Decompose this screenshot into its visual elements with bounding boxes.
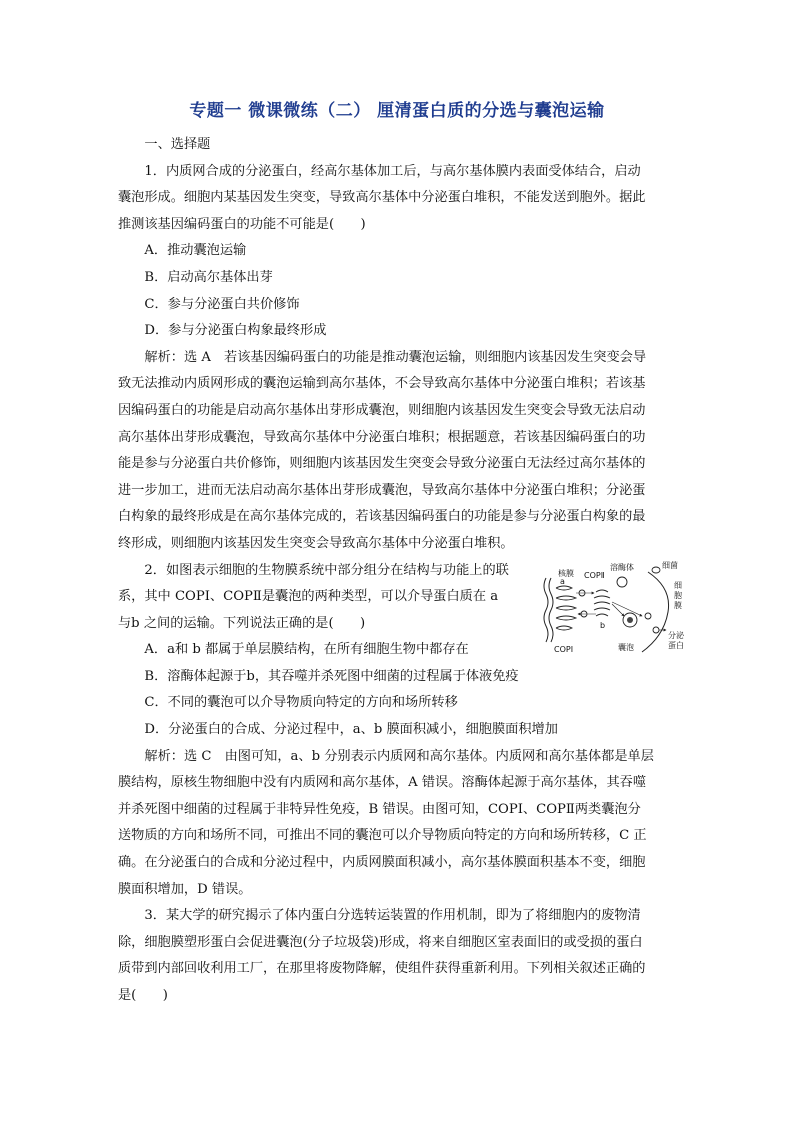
document-body [118,132,684,1010]
q1-option-d: D．参与分泌蛋白构象最终形成 [144,323,327,339]
q1-analysis-line: 致无法推动内质网形成的囊泡运输到高尔基体，不会导致高尔基体中分泌蛋白堆积；若该基 [118,376,646,392]
q3-stem-line: 质带到内部回收利用工厂，在那里将废物降解，使组件获得重新利用。下列相关叙述正确的 [118,961,646,977]
q1-option-c: C．参与分泌蛋白共价修饰 [144,296,300,312]
section-heading: 一、选择题 [144,137,211,152]
q2-analysis-line: 解析：选 C 由图可知，a、b 分别表示内质网和高尔基体。内质网和高尔基体都是单层 [144,748,654,764]
q2-stem-line: 与b 之间的运输。下列说法正确的是( ) [118,615,366,631]
q2-analysis-line: 并杀死图中细菌的过程属于非特异性免疫，B 错误。由图可知，COPⅠ、COPⅡ两类囊泡分 [118,801,641,817]
q1-analysis-line: 因编码蛋白的功能是启动高尔基体出芽形成囊泡，则细胞内该基因发生突变会导致无法启动 [118,402,646,418]
q1-option-a: A．推动囊泡运输 [144,243,247,259]
q2-option-d: D．分泌蛋白的合成、分泌过程中，a、b 膜面积减小，细胞膜面积增加 [144,722,558,738]
q1-analysis-line: 解析：选 A 若该基因编码蛋白的功能是推动囊泡运输，则细胞内该基因发生突变会导 [144,349,647,365]
q1-analysis-line: 终形成，则细胞内该基因发生突变会导致高尔基体中分泌蛋白堆积。 [118,535,514,551]
label-membrane-1: 细 [674,580,682,590]
label-secreted-2: 蛋白 [668,640,684,650]
q2-analysis-line: 膜面积增加，D 错误。 [118,881,252,897]
q1-analysis-line: 能是参与分泌蛋白共价修饰，则细胞内该基因发生突变会导致分泌蛋白无法经过高尔基体的 [118,456,646,472]
q1-option-b: B．启动高尔基体出芽 [144,269,273,285]
q2-analysis-line: 送物质的方向和场所不同，可推出不同的囊泡可以介导物质向特定的方向和场所转移，C 正 [118,828,647,844]
q2-option-a: A．a和 b 都属于单层膜结构，在所有细胞生物中都存在 [144,642,469,658]
q1-analysis-line: 进一步加工，进而无法启动高尔基体出芽形成囊泡，导致高尔基体中分泌蛋白堆积；分泌蛋 [118,482,646,498]
q1-analysis-line: 白构象的最终形成是在高尔基体完成的，若该基因编码蛋白的功能是参与分泌蛋白构象的最 [118,509,646,525]
q2-analysis-line: 膜结构，原核生物细胞中没有内质网和高尔基体，A 错误。溶酶体起源于高尔基体，其吞噬 [118,775,647,791]
q2-analysis-line: 确。在分泌蛋白的合成和分泌过程中，内质网膜面积减小，高尔基体膜面积基本不变，细胞 [118,855,646,871]
q2-option-b: B．溶酶体起源于b，其吞噬并杀死图中细菌的过程属于体液免疫 [144,668,519,684]
label-vesicle: 囊泡 [618,642,634,652]
q1-stem-line: 囊泡形成。细胞内某基因发生突变，导致高尔基体中分泌蛋白堆积，不能发送到胞外。据此 [118,190,646,206]
q2-stem-line: 2．如图表示细胞的生物膜系统中部分组分在结构与功能上的联 [144,562,509,578]
label-b: b [600,620,606,630]
membrane-system-diagram [538,558,688,658]
q1-stem-line: 推测该基因编码蛋白的功能不可能是( ) [118,216,366,232]
q3-stem-line: 除，细胞膜塑形蛋白会促进囊泡(分子垃圾袋)形成，将来自细胞区室表面旧的或受损的蛋白 [118,934,643,950]
label-a: a [560,576,565,586]
label-copi: COPⅠ [554,644,574,654]
q2-block [118,558,684,664]
label-bacteria: 细菌 [662,560,678,570]
label-lysosome: 溶酶体 [610,562,634,572]
q2-option-c: C．不同的囊泡可以介导物质向特定的方向和场所转移 [144,695,458,711]
label-secreted-1: 分泌 [668,630,684,640]
label-nuclear-membrane: 核膜 [558,568,574,578]
q1-analysis-line: 高尔基体出芽形成囊泡，导致高尔基体中分泌蛋白堆积；根据题意，若该基因编码蛋白的功 [118,429,646,445]
label-copii: COPⅡ [584,570,605,580]
q1-stem-line: 1．内质网合成的分泌蛋白，经高尔基体加工后，与高尔基体膜内表面受体结合，启动 [144,163,641,179]
q2-stem [118,558,528,664]
q2-stem-line: 系，其中 COPⅠ、COPⅡ是囊泡的两种类型，可以介导蛋白质在 a [118,589,499,605]
label-membrane-2: 胞 [674,590,682,600]
page-title: 专题一 微课微练（二） 厘清蛋白质的分选与囊泡运输 [189,101,605,121]
label-membrane-3: 膜 [674,600,682,610]
q3-stem-line: 3．某大学的研究揭示了体内蛋白分选转运装置的作用机制，即为了将细胞内的废物清 [144,908,641,924]
q3-stem-line: 是( ) [118,988,168,1003]
